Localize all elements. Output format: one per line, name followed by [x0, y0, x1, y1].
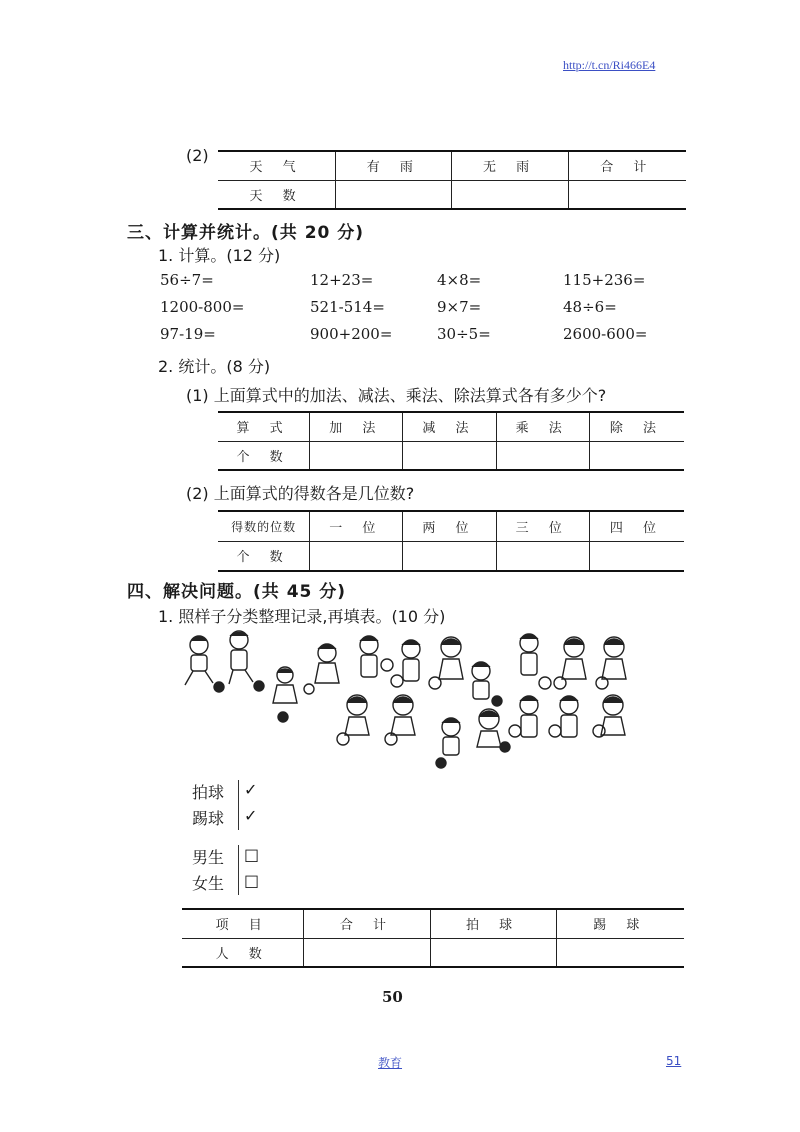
- expression: 12+23=: [310, 271, 374, 289]
- girl-bouncing-ball-icon: [593, 695, 625, 737]
- section4-title: 四、解决问题。(共 45 分): [127, 582, 347, 602]
- girl-bouncing-ball-icon: [337, 695, 369, 745]
- people-header-cell: 项 目: [182, 909, 304, 938]
- boy-kicking-icon: [185, 636, 224, 692]
- weather-header-cell: 有 雨: [336, 151, 452, 180]
- digits-row-label: 个 数: [218, 541, 310, 571]
- people-header-cell: 合 计: [304, 909, 430, 938]
- girl-bouncing-ball-icon: [554, 637, 586, 689]
- boy-bouncing-ball-icon: [549, 696, 578, 737]
- people-answer-cell[interactable]: [304, 938, 430, 967]
- tally-label: 拍球: [192, 783, 225, 802]
- ops-answer-cell[interactable]: [589, 441, 684, 470]
- digits-header-cell: 四 位: [589, 511, 684, 541]
- expression: 521-514=: [310, 298, 385, 316]
- section3-q2-2: (2) 上面算式的得数各是几位数?: [186, 484, 415, 503]
- digits-answer-cell[interactable]: [403, 541, 496, 571]
- expression: 1200-800=: [160, 298, 245, 316]
- tally-label: 男生: [192, 848, 225, 867]
- digits-table: [218, 510, 684, 572]
- ops-header-cell: 减 法: [403, 412, 496, 441]
- expression: 2600-600=: [563, 325, 648, 343]
- expression: 9×7=: [437, 298, 482, 316]
- weather-row-label: 天 数: [218, 180, 336, 209]
- digits-answer-cell[interactable]: [589, 541, 684, 571]
- weather-header-cell: 无 雨: [452, 151, 568, 180]
- ops-answer-cell[interactable]: [403, 441, 496, 470]
- weather-header-cell: 天 气: [218, 151, 336, 180]
- expression: 30÷5=: [437, 325, 491, 343]
- digits-answer-cell[interactable]: [496, 541, 589, 571]
- people-table: [182, 908, 684, 968]
- weather-header-cell: 合 计: [568, 151, 686, 180]
- tally-divider: [238, 780, 239, 830]
- children-playing-illustration: [175, 625, 645, 775]
- girl-kicking-icon: [477, 709, 510, 752]
- expression: 115+236=: [563, 271, 646, 289]
- ops-answer-cell[interactable]: [310, 441, 403, 470]
- square-mark-icon: □: [244, 845, 260, 864]
- section4-q1-title: 1. 照样子分类整理记录,再填表。(10 分): [158, 607, 446, 626]
- boy-kicking-icon: [229, 631, 264, 691]
- tally-label: 女生: [192, 874, 225, 893]
- weather-answer-cell[interactable]: [336, 180, 452, 209]
- girl-bouncing-ball-icon: [385, 695, 415, 745]
- check-mark-icon: ✓: [244, 780, 258, 799]
- digits-header-cell: 两 位: [403, 511, 496, 541]
- expression: 56÷7=: [160, 271, 214, 289]
- girl-bouncing-ball-icon: [429, 637, 463, 689]
- weather-table: [218, 150, 686, 210]
- boy-bouncing-ball-icon: [520, 634, 551, 689]
- expression: 4×8=: [437, 271, 482, 289]
- expression: 97-19=: [160, 325, 216, 343]
- square-mark-icon: □: [244, 871, 260, 890]
- header-url-link[interactable]: http://t.cn/Ri466E4: [563, 58, 656, 72]
- digits-header-cell: 得数的位数: [218, 511, 310, 541]
- tally-divider: [238, 845, 239, 895]
- section3-q2-title: 2. 统计。(8 分): [158, 357, 271, 376]
- boy-kicking-icon: [436, 718, 460, 768]
- weather-answer-cell[interactable]: [452, 180, 568, 209]
- people-answer-cell[interactable]: [430, 938, 556, 967]
- ops-header-cell: 算 式: [218, 412, 310, 441]
- tally-label: 踢球: [192, 809, 225, 828]
- weather-table-label: (2): [186, 146, 209, 165]
- footer-page-link[interactable]: 51: [666, 1054, 682, 1068]
- section3-q1-title: 1. 计算。(12 分): [158, 246, 281, 265]
- people-answer-cell[interactable]: [556, 938, 684, 967]
- expression: 48÷6=: [563, 298, 617, 316]
- ops-answer-cell[interactable]: [496, 441, 589, 470]
- section3-q2-1: (1) 上面算式中的加法、减法、乘法、除法算式各有多少个?: [186, 386, 607, 405]
- boy-bouncing-ball-icon: [509, 696, 538, 737]
- people-header-cell: 拍 球: [430, 909, 556, 938]
- boy-bouncing-ball-icon: [360, 636, 393, 677]
- ops-header-cell: 加 法: [310, 412, 403, 441]
- digits-answer-cell[interactable]: [310, 541, 403, 571]
- weather-answer-cell[interactable]: [568, 180, 686, 209]
- digits-header-cell: 三 位: [496, 511, 589, 541]
- ops-row-label: 个 数: [218, 441, 310, 470]
- check-mark-icon: ✓: [244, 806, 258, 825]
- girl-bouncing-ball-icon: [596, 637, 626, 689]
- page-number: 50: [382, 988, 403, 1006]
- people-header-cell: 踢 球: [556, 909, 684, 938]
- ops-header-cell: 乘 法: [496, 412, 589, 441]
- people-row-label: 人 数: [182, 938, 304, 967]
- section3-title: 三、计算并统计。(共 20 分): [127, 223, 365, 243]
- girl-bouncing-ball-icon: [304, 644, 339, 694]
- girl-kicking-icon: [273, 667, 297, 722]
- boy-bouncing-ball-icon: [391, 640, 420, 687]
- footer-center-link[interactable]: 教育: [378, 1056, 403, 1070]
- expression: 900+200=: [310, 325, 393, 343]
- operations-table: [218, 411, 684, 471]
- ops-header-cell: 除 法: [589, 412, 684, 441]
- boy-kicking-icon: [472, 662, 502, 706]
- digits-header-cell: 一 位: [310, 511, 403, 541]
